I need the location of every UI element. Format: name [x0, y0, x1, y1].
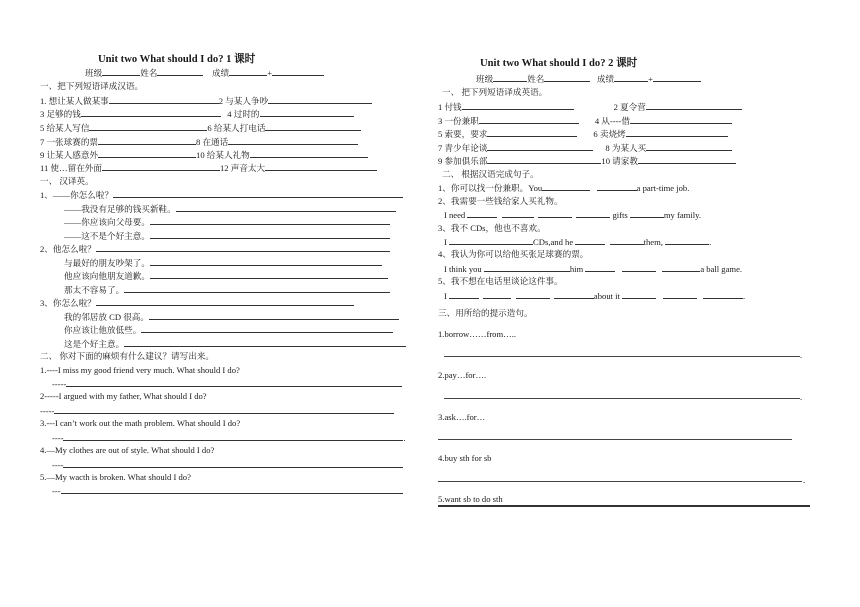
advice-answer: ---- .	[52, 433, 406, 443]
translation-line: 与最好的朋友吵架了。	[64, 256, 382, 269]
sentence-prompt: 3.ask….for…	[438, 412, 486, 422]
phrase-row: 7 一张球赛的票 8 在通话	[40, 135, 358, 148]
answer-line	[438, 505, 810, 507]
period: .	[800, 350, 803, 360]
translation-line: 这是个好主意。	[64, 337, 406, 350]
lesson-2-title: Unit two What should I do? 2 课时	[480, 58, 638, 69]
period: .	[803, 475, 806, 485]
sentence-blanks: I need gifts my family.	[444, 210, 702, 220]
translation-line: ——我没有足够的钱买新鞋。	[64, 202, 396, 215]
sentence-prompt: 1.borrow……from…..	[438, 329, 517, 339]
advice-question: 5.—My wacth is broken. What should I do?	[40, 472, 191, 482]
translation-line: 1、——你怎么啦？	[40, 188, 403, 201]
section-1-heading: 一、 把下列短语译成英语。	[442, 87, 548, 97]
lesson-1-title: Unit two What should I do? 1 课时	[98, 54, 256, 65]
sentence-blanks: I think you him a ball game.	[444, 264, 743, 274]
translation-line: 他应该向他朋友道歉。	[64, 269, 388, 282]
advice-question: 3.---I can’t work out the math problem. What should I do?	[40, 418, 241, 428]
advice-answer: -----	[52, 377, 402, 390]
student-info-row: 班级 姓名 成绩 +	[85, 66, 324, 79]
phrase-row: 9 让某人感意外 10 给某人礼物	[40, 148, 368, 161]
phrase-row: 11 使…留在外面 12 声音太大	[40, 161, 377, 174]
answer-line	[444, 356, 800, 357]
advice-question: 4.—My clothes are out of style. What should I do?	[40, 445, 215, 455]
sentence-prompt: 5.want sb to do sth	[438, 494, 503, 504]
translation-line: ——你应该向父母要。	[64, 215, 390, 228]
translation-line: 你应该让他放低些。	[64, 323, 393, 336]
section-3-heading: 三、用所给的提示造句。	[438, 308, 533, 318]
section-2-heading: 二、 根据汉语完成句子。	[442, 169, 539, 179]
translation-line: ——这不是个好主意。	[64, 229, 390, 242]
answer-line	[438, 439, 792, 440]
advice-question: 2-----I argued with my father, What should I do?	[40, 391, 207, 401]
answer-line	[438, 481, 802, 482]
section-3-heading: 二、 你对下面的麻烦有什么建议？请写出来。	[40, 351, 215, 361]
sentence-blanks: I CDs,and he them, .	[444, 237, 712, 247]
translation-line: 那太不容易了。	[64, 283, 390, 296]
student-info-row: 班级 姓名 成绩 +	[476, 72, 701, 85]
advice-answer: ---	[52, 484, 403, 497]
phrase-row: 9 参加俱乐部 10 请家教	[438, 154, 736, 167]
phrase-row: 3 足够的钱 4 过时的	[40, 107, 354, 120]
sentence-completion: 1、你可以找一份兼职。You a part-time job.	[438, 183, 690, 193]
section-1-heading: 一、把下列短语译成汉语。	[40, 81, 144, 91]
sentence-blanks: I about it .	[444, 291, 746, 301]
advice-answer: -----	[40, 404, 394, 417]
sentence-prompt: 4.buy sth for sb	[438, 453, 492, 463]
phrase-row: 5 索要，要求 6 卖烧烤	[438, 127, 728, 140]
phrase-row: 5 给某人写信 6 给某人打电话	[40, 121, 361, 134]
period: .	[800, 392, 803, 402]
advice-question: 1.----I miss my good friend very much. What should I do?	[40, 365, 240, 375]
phrase-row: 1 付钱 2 夏令营	[438, 100, 742, 113]
phrase-row: 7 青少年论谈 8 为某人买	[438, 141, 732, 154]
sentence-prompt: 2.pay…for….	[438, 370, 487, 380]
translation-line: 我的邻居放 CD 很高。	[64, 310, 399, 323]
sentence-prompt: 5、我不想在电话里谈论这件事。	[438, 276, 563, 286]
sentence-prompt: 3、我不 CDs，他也不喜欢。	[438, 223, 546, 233]
phrase-row: 3 一份兼职 4 从----借	[438, 114, 732, 127]
answer-line	[444, 398, 800, 399]
translation-line: 3、你怎么啦？	[40, 296, 354, 309]
phrase-row: 1. 想让某人做某事 2 与某人争吵	[40, 94, 372, 107]
translation-line: 2、他怎么啦？	[40, 242, 390, 255]
section-2-heading: 一、 汉译英。	[40, 176, 94, 186]
sentence-prompt: 2、我需要一些钱给家人买礼物。	[438, 196, 563, 206]
sentence-prompt: 4、我认为你可以给他买张足球赛的票。	[438, 249, 589, 259]
advice-answer: ----	[52, 458, 403, 471]
